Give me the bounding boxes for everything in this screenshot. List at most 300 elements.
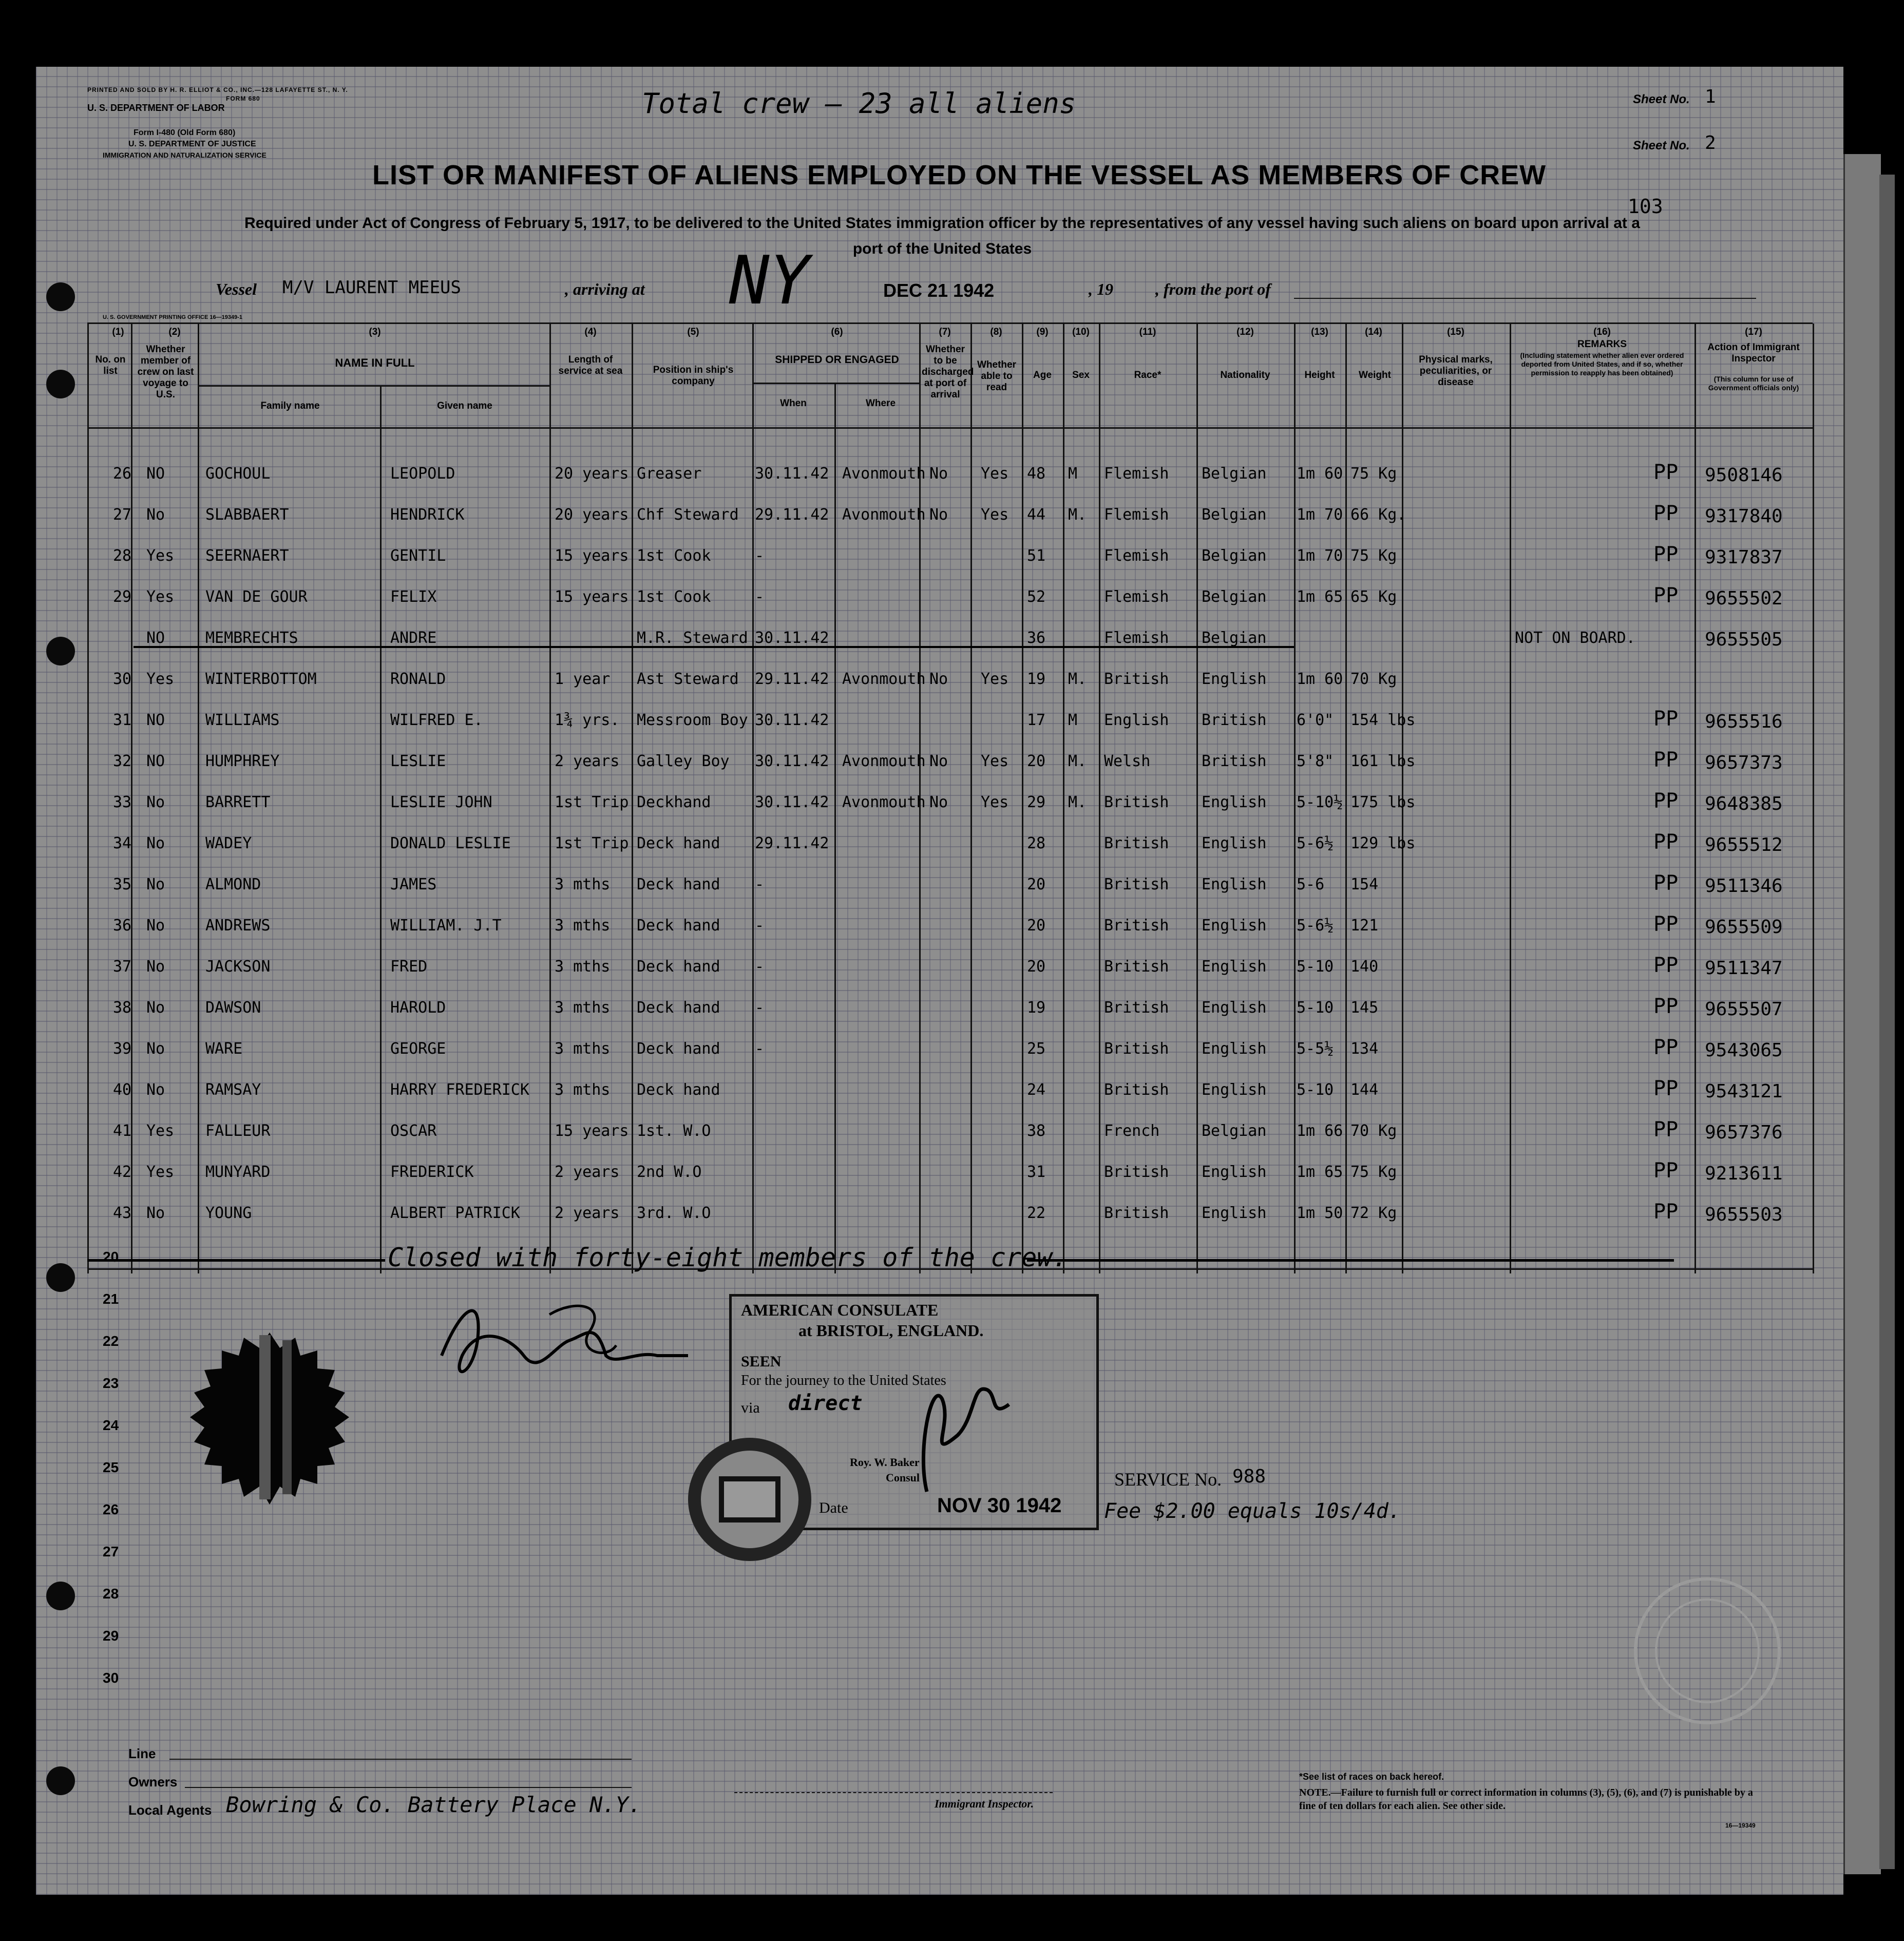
closing-rule-right [1027,1259,1674,1262]
service-length-cell: 3 mths [555,917,611,935]
inspector-action-cell: 9655503 [1705,1204,1783,1225]
position-cell: 2nd W.O [637,1163,702,1181]
service-no-label: SERVICE No. [1114,1469,1222,1490]
race-cell: British [1104,1163,1169,1181]
remarks-cell: PP [1653,830,1679,854]
remarks-cell: PP [1653,584,1679,607]
service-length-cell: 20 years [555,465,629,483]
race-cell: Flemish [1104,629,1169,647]
height-cell: 5-6 [1297,876,1325,893]
given-name-cell: FRED [390,958,428,976]
col-header-race: Race* [1134,370,1162,380]
race-cell: British [1104,917,1169,935]
footer-inspector-label: Immigrant Inspector. [935,1797,1034,1810]
height-cell: 5-6½ [1297,917,1334,935]
nationality-cell: Belgian [1202,547,1267,565]
remarks-cell: PP [1653,1200,1679,1224]
fee-stamp-seal [683,1433,816,1566]
given-name-cell: LEOPOLD [390,465,455,483]
row-number: 30 [113,670,132,688]
vessel-label: Vessel [216,280,257,298]
last-voyage-cell: No [146,793,165,811]
weight-cell: 75 Kg [1350,465,1397,483]
col-header-num: (9) [1036,327,1049,337]
shipped-when-cell: - [755,588,765,606]
col-header-num: (3) [369,327,381,337]
footer-line-rule [169,1759,632,1760]
closing-rule-left [87,1259,385,1262]
column-divider [1063,323,1064,1273]
race-cell: Welsh [1104,752,1151,770]
table-top-border [87,322,1813,324]
service-length-cell: 1st Trip [555,793,629,811]
age-cell: 52 [1027,588,1046,606]
column-divider [198,323,199,1273]
race-cell: British [1104,1204,1169,1222]
height-cell: 5-10 [1297,1081,1334,1099]
blank-row-number: 25 [103,1459,119,1475]
signature [421,1284,698,1397]
given-name-cell: ALBERT PATRICK [390,1204,520,1222]
shipped-where-cell: Avonmouth [842,506,926,524]
column-divider [87,323,89,1273]
race-cell: British [1104,1040,1169,1058]
family-name-cell: ANDREWS [205,917,271,935]
inspector-action-cell: 9511347 [1705,958,1783,979]
remarks-cell: PP [1653,461,1679,484]
family-name-cell: GOCHOUL [205,465,271,483]
service-length-cell: 1¾ yrs. [555,711,620,729]
consulate-seen: SEEN [741,1353,782,1370]
column-divider [380,385,382,1273]
requirement-line-1: Required under Act of Congress of February 5, 1917, to be delivered to the United States immigration officer by the representatives of any vessel having such aliens on board upon arrival at a [244,215,1640,232]
column-divider [834,383,836,1273]
service-length-cell: 3 mths [555,876,611,893]
age-cell: 48 [1027,465,1046,483]
race-cell: British [1104,958,1169,976]
inspector-action-cell: 9317840 [1705,506,1783,527]
race-cell: British [1104,793,1169,811]
blank-row-number: 28 [103,1586,119,1602]
col-header-shipped: SHIPPED OR ENGAGED [775,354,899,366]
last-voyage-cell: NO [146,629,165,647]
from-port-line [1294,298,1756,299]
given-name-cell: ANDRE [390,629,437,647]
remarks-cell: PP [1653,1036,1679,1059]
weight-cell: 70 Kg [1350,670,1397,688]
height-cell: 5-6½ [1297,834,1334,852]
height-cell: 5-10 [1297,958,1334,976]
service-length-cell: 2 years [555,752,620,770]
arriving-label: , arriving at [565,280,645,298]
footer-agents-label: Local Agents [128,1802,212,1818]
column-divider [1345,323,1347,1273]
consulate-line1: AMERICAN CONSULATE [741,1301,939,1319]
column-divider [1196,323,1198,1273]
column-divider [549,323,551,1273]
inspector-action-cell: 9655507 [1705,999,1783,1020]
col-header-num: (17) [1745,327,1762,337]
given-name-cell: HARRY FREDERICK [390,1081,529,1099]
position-cell: Deck hand [637,999,720,1017]
consulate-officer-title: Consul [886,1471,920,1484]
height-cell: 1m 66 [1297,1122,1343,1140]
height-cell: 1m 65 [1297,588,1343,606]
age-cell: 24 [1027,1081,1046,1099]
shipped-subheader-line [752,383,919,384]
given-name-cell: GENTIL [390,547,446,565]
remarks-cell: NOT ON BOARD. [1515,629,1635,647]
col-header-age: Age [1033,370,1052,380]
inspector-action-cell: 9655505 [1705,629,1783,650]
inspector-action-cell: 9657376 [1705,1122,1783,1143]
height-cell: 5-5½ [1297,1040,1334,1058]
col-header-num: (5) [687,327,699,337]
age-cell: 28 [1027,834,1046,852]
given-name-cell: WILFRED E. [390,711,483,729]
weight-cell: 144 [1350,1081,1379,1099]
age-cell: 29 [1027,793,1046,811]
col-header-num: (4) [584,327,597,337]
weight-cell: 134 [1350,1040,1379,1058]
blank-row-number: 20 [103,1249,119,1265]
age-cell: 19 [1027,999,1046,1017]
position-cell: Messroom Boy [637,711,748,729]
nationality-cell: English [1202,917,1267,935]
weight-cell: 145 [1350,999,1379,1017]
name-subheader-line [198,385,549,387]
col-header-remarks-note: (Including statement whether alien ever ordered deported from United States, and if so, whether permission to reapply has been obtained) [1520,351,1684,377]
nationality-cell: English [1202,876,1267,893]
column-divider [1022,323,1023,1273]
shipped-when-cell: 30.11.42 [755,793,829,811]
nationality-cell: British [1202,711,1267,729]
fee-note: Fee $2.00 equals 10s/4d. [1104,1499,1401,1523]
remarks-cell: PP [1653,707,1679,731]
position-cell: Deck hand [637,876,720,893]
position-cell: 1st Cook [637,588,711,606]
height-cell: 1m 50 [1297,1204,1343,1222]
height-cell: 5-10½ [1297,793,1343,811]
sex-cell: M. [1068,506,1087,524]
race-cell: French [1104,1122,1160,1140]
footer-line-label: Line [128,1746,156,1761]
col-header-num: (14) [1365,327,1382,337]
weight-cell: 121 [1350,917,1379,935]
height-cell: 5-10 [1297,999,1334,1017]
inspector-action-cell: 9317837 [1705,547,1783,568]
shipped-when-cell: - [755,958,765,976]
height-cell: 1m 65 [1297,1163,1343,1181]
nationality-cell: English [1202,1204,1267,1222]
position-cell: Deckhand [637,793,711,811]
family-name-cell: MEMBRECHTS [205,629,298,647]
col-header-num: (7) [939,327,951,337]
shipped-where-cell: Avonmouth [842,465,926,483]
age-cell: 19 [1027,670,1046,688]
remarks-cell: PP [1653,1077,1679,1100]
weight-cell: 75 Kg [1350,547,1397,565]
last-voyage-cell: Yes [146,547,175,565]
sheet-no-value: 2 [1705,132,1716,154]
shipped-when-cell: - [755,876,765,893]
race-cell: British [1104,670,1169,688]
given-name-cell: GEORGE [390,1040,446,1058]
page-title: LIST OR MANIFEST OF ALIENS EMPLOYED ON THE VESSEL AS MEMBERS OF CREW [372,160,1547,191]
age-cell: 38 [1027,1122,1046,1140]
form-id: Form I-480 (Old Form 680) [134,128,236,137]
family-name-cell: WARE [205,1040,243,1058]
footer-owners-rule [185,1787,632,1788]
column-divider [632,323,633,1273]
shipped-when-cell: 29.11.42 [755,506,829,524]
remarks-cell: PP [1653,871,1679,895]
height-cell: 5'8" [1297,752,1334,770]
requirement-line-2: port of the United States [852,240,1032,257]
family-name-cell: HUMPHREY [205,752,280,770]
age-cell: 22 [1027,1204,1046,1222]
remarks-cell: PP [1653,995,1679,1018]
given-name-cell: FREDERICK [390,1163,474,1181]
shipped-when-cell: 29.11.42 [755,834,829,852]
discharged-cell: No [929,752,948,770]
col-header-num: (1) [112,327,124,337]
race-cell: English [1104,711,1169,729]
weight-cell: 140 [1350,958,1379,976]
last-voyage-cell: No [146,917,165,935]
consulate-journey: For the journey to the United States [741,1373,946,1388]
col-header-name-in-full: NAME IN FULL [335,356,415,369]
gov-print-line: U. S. GOVERNMENT PRINTING OFFICE 16—19349-1 [103,314,243,320]
consul-signature [896,1358,1019,1502]
inspector-action-cell: 9655516 [1705,711,1783,732]
shipped-when-cell: 30.11.42 [755,465,829,483]
row-number: 31 [113,711,132,729]
remarks-cell: PP [1653,912,1679,936]
row-number: 38 [113,999,132,1017]
family-name-cell: WADEY [205,834,252,852]
race-cell: Flemish [1104,588,1169,606]
given-name-cell: FELIX [390,588,437,606]
row-number: 43 [113,1204,132,1222]
col-header-family-name: Family name [260,401,320,411]
inspector-action-cell: 9655509 [1705,917,1783,938]
family-name-cell: WILLIAMS [205,711,280,729]
row-number: 37 [113,958,132,976]
inspector-action-cell: 9543065 [1705,1040,1783,1061]
sex-cell: M [1068,465,1078,483]
arriving-port: NY [729,241,810,319]
position-cell: Ast Steward [637,670,739,688]
last-voyage-cell: No [146,958,165,976]
weight-cell: 129 lbs [1350,834,1416,852]
sheet-edge [1843,154,1881,1874]
inspector-action-cell: 9657373 [1705,752,1783,773]
shipped-when-cell: 30.11.42 [755,711,829,729]
position-cell: Deck hand [637,1040,720,1058]
col-header-length-service: Length of service at sea [558,354,623,376]
col-header-nationality: Nationality [1220,370,1270,380]
remarks-cell: PP [1653,502,1679,525]
inspector-action-cell: 9511346 [1705,876,1783,897]
service-label: IMMIGRATION AND NATURALIZATION SERVICE [103,151,266,159]
footer-form-code: 16—19349 [1725,1822,1756,1829]
column-divider [970,323,972,1273]
last-voyage-cell: No [146,1081,165,1099]
weight-cell: 65 Kg [1350,588,1397,606]
printer-line: PRINTED AND SOLD BY H. R. ELLIOT & CO., INC.—128 LAFAYETTE ST., N. Y. [87,86,348,93]
col-header-remarks: REMARKS [1577,339,1627,350]
col-header-num: (11) [1139,327,1156,337]
service-length-cell: 15 years [555,588,629,606]
consulate-date-value: NOV 30 1942 [937,1494,1062,1517]
punch-hole [46,370,75,398]
column-divider [1813,323,1814,1273]
col-header-position: Position in ship's company [653,365,734,387]
consulate-date-label: Date [819,1499,848,1516]
sex-cell: M [1068,711,1078,729]
weight-cell: 175 lbs [1350,793,1416,811]
row-number: 28 [113,547,132,565]
last-voyage-cell: No [146,834,165,852]
family-name-cell: FALLEUR [205,1122,271,1140]
service-length-cell: 20 years [555,506,629,524]
position-cell: Deck hand [637,1081,720,1099]
col-header-when: When [780,398,807,409]
row-number: 27 [113,506,132,524]
remarks-cell: PP [1653,789,1679,813]
race-cell: British [1104,1081,1169,1099]
inspector-action-cell: 9213611 [1705,1163,1783,1184]
nationality-cell: English [1202,670,1267,688]
shipped-where-cell: Avonmouth [842,670,926,688]
col-header-num: (6) [831,327,843,337]
remarks-cell: PP [1653,1118,1679,1141]
consulate-line2: at BRISTOL, ENGLAND. [798,1321,984,1340]
nationality-cell: Belgian [1202,1122,1267,1140]
age-cell: 51 [1027,547,1046,565]
nationality-cell: English [1202,958,1267,976]
col-header-weight: Weight [1359,370,1391,380]
inspector-action-cell: 9655502 [1705,588,1783,609]
position-cell: Greaser [637,465,702,483]
last-voyage-cell: NO [146,752,165,770]
footer-agents-value: Bowring & Co. Battery Place N.Y. [226,1792,642,1817]
blank-row-number: 21 [103,1291,119,1307]
able-read-cell: Yes [981,670,1009,688]
blank-row-number: 23 [103,1375,119,1391]
weight-cell: 75 Kg [1350,1163,1397,1181]
blank-row-number: 29 [103,1628,119,1644]
nationality-cell: Belgian [1202,588,1267,606]
punch-hole [46,1582,75,1610]
from-port-label: , from the port of [1155,280,1271,298]
punch-hole [46,637,75,665]
discharged-cell: No [929,465,948,483]
blank-row-number: 26 [103,1501,119,1517]
weight-cell: 161 lbs [1350,752,1416,770]
row-number: 41 [113,1122,132,1140]
row-number: 32 [113,752,132,770]
height-cell: 6'0" [1297,711,1334,729]
service-length-cell: 15 years [555,1122,629,1140]
row-number: 42 [113,1163,132,1181]
family-name-cell: VAN DE GOUR [205,588,308,606]
inspector-action-cell: 9648385 [1705,793,1783,814]
col-header-where: Where [865,398,896,409]
blank-row-number: 27 [103,1544,119,1559]
race-cell: British [1104,876,1169,893]
nationality-cell: English [1202,1163,1267,1181]
col-header-num: (15) [1447,327,1464,337]
family-name-cell: ALMOND [205,876,261,893]
position-cell: M.R. Steward [637,629,748,647]
col-header-num: (8) [990,327,1002,337]
shipped-where-cell: Avonmouth [842,752,926,770]
last-voyage-cell: No [146,999,165,1017]
service-length-cell: 3 mths [555,1040,611,1058]
able-read-cell: Yes [981,465,1009,483]
able-read-cell: Yes [981,752,1009,770]
discharged-cell: No [929,793,948,811]
consulate-officer: Roy. W. Baker [850,1456,920,1469]
col-header-discharged: Whether to be discharged at port of arrival [922,344,974,400]
strike-through-line [134,646,1294,648]
wax-seal [185,1330,354,1515]
height-cell: 1m 70 [1297,506,1343,524]
row-number: 33 [113,793,132,811]
row-number: 40 [113,1081,132,1099]
sheet-no-label: Sheet No. [1633,92,1690,106]
given-name-cell: LESLIE JOHN [390,793,492,811]
service-length-cell: 2 years [555,1163,620,1181]
given-name-cell: JAMES [390,876,437,893]
col-header-num: (16) [1593,327,1611,337]
position-cell: 1st Cook [637,547,711,565]
family-name-cell: DAWSON [205,999,261,1017]
consulate-via-value: direct [788,1392,863,1415]
discharged-cell: No [929,506,948,524]
col-header-given-name: Given name [437,401,492,411]
blank-row-number: 30 [103,1670,119,1686]
consulate-via-label: via [741,1399,760,1416]
handwritten-crew-note: Total crew — 23 all aliens [642,87,1076,120]
weight-cell: 154 [1350,876,1379,893]
col-header-inspector-note: (This column for use of Government officials only) [1708,375,1799,392]
requirement-text [134,211,1751,262]
height-cell: 1m 60 [1297,670,1343,688]
given-name-cell: RONALD [390,670,446,688]
punch-hole [46,1263,75,1292]
family-name-cell: YOUNG [205,1204,252,1222]
col-header-physical-marks: Physical marks, peculiarities, or disease [1419,354,1493,388]
row-number: 39 [113,1040,132,1058]
service-length-cell: 3 mths [555,999,611,1017]
shipped-where-cell: Avonmouth [842,793,926,811]
shipped-when-cell: - [755,547,765,565]
inspector-action-cell: 9508146 [1705,465,1783,486]
last-voyage-cell: No [146,1204,165,1222]
inspector-seal [1628,1571,1787,1730]
service-length-cell: 15 years [555,547,629,565]
punch-hole [46,1766,75,1795]
weight-cell: 70 Kg [1350,1122,1397,1140]
position-cell: Galley Boy [637,752,730,770]
last-voyage-cell: No [146,876,165,893]
position-cell: 3rd. W.O [637,1204,711,1222]
given-name-cell: HENDRICK [390,506,465,524]
row-number: 26 [113,465,132,483]
